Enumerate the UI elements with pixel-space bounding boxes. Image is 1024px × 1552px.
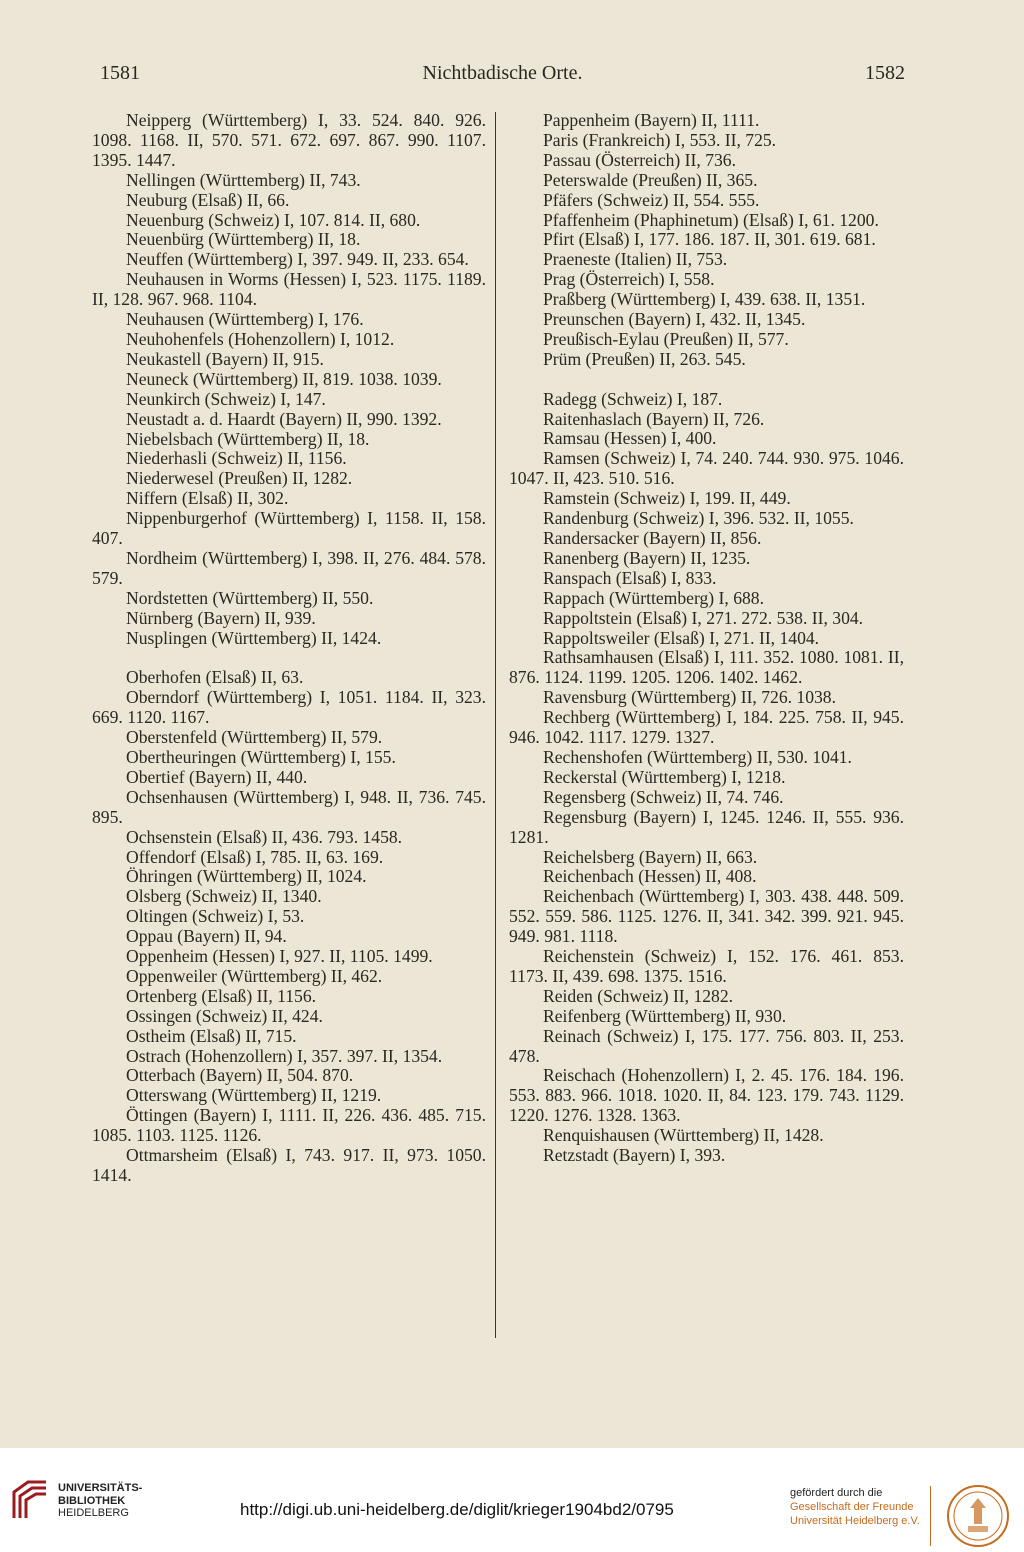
index-entry: Passau (Österreich) II, 736. — [543, 149, 736, 170]
index-entry: Rechberg (Württemberg) I, 184. 225. 758. II, 945. 946. 1042. 1117. 1279. 1327. — [509, 707, 904, 748]
index-entry: Reiden (Schweiz) II, 1282. — [543, 985, 734, 1006]
index-entry: Niebelsbach (Württemberg) II, 18. — [126, 428, 370, 449]
index-entry: Praßberg (Württemberg) I, 439. 638. II, 1351. — [543, 289, 866, 310]
index-entry: Reckerstal (Württemberg) I, 1218. — [543, 766, 786, 787]
index-entry: Reichenbach (Württemberg) I, 303. 438. 448. 509. 552. 559. 586. 1125. 1276. II, 341. 342. 399. 921. 945. 949. 981. 1118. — [509, 886, 904, 947]
index-entry: Öttingen (Bayern) I, 1111. II, 226. 436. 485. 715. 1085. 1103. 1125. 1126. — [92, 1105, 486, 1146]
page-number-left: 1581 — [100, 62, 140, 84]
index-entry: Prag (Österreich) I, 558. — [543, 269, 715, 290]
index-entry: Ranspach (Elsaß) I, 833. — [543, 567, 717, 588]
index-entry: Neukastell (Bayern) II, 915. — [126, 348, 324, 369]
index-entry: Neuburg (Elsaß) II, 66. — [126, 189, 290, 210]
index-entry: Pfirt (Elsaß) I, 177. 186. 187. II, 301. 619. 681. — [543, 229, 876, 250]
page-title: Nichtbadische Orte. — [422, 62, 583, 84]
library-logo-icon — [8, 1478, 52, 1522]
index-entry: Ravensburg (Württemberg) II, 726. 1038. — [543, 687, 837, 708]
index-entry: Nürnberg (Bayern) II, 939. — [126, 607, 316, 628]
index-entry: Reichenbach (Hessen) II, 408. — [543, 866, 757, 887]
index-entry: Regensberg (Schweiz) II, 74. 746. — [543, 786, 784, 807]
page-number-right: 1582 — [865, 62, 905, 84]
index-entry: Reichelsberg (Bayern) II, 663. — [543, 846, 758, 867]
index-entry: Otterbach (Bayern) II, 504. 870. — [126, 1065, 354, 1086]
index-entry: Niederhasli (Schweiz) II, 1156. — [126, 448, 347, 469]
sponsor-divider — [930, 1486, 931, 1546]
index-entry: Randenburg (Schweiz) I, 396. 532. II, 1055. — [543, 508, 854, 529]
index-entry: Radegg (Schweiz) I, 187. — [543, 388, 723, 409]
index-entry: Nordheim (Württemberg) I, 398. II, 276. 484. 578. 579. — [92, 547, 486, 588]
index-entry: Reischach (Hohenzollern) I, 2. 45. 176. 184. 196. 553. 883. 966. 1018. 1020. II, 84. 123. 179. 743. 1129. 1220. 1276. 1328. 1363. — [509, 1065, 904, 1126]
library-name: UNIVERSITÄTS- BIBLIOTHEK HEIDELBERG — [58, 1482, 143, 1519]
index-entry: Rappach (Württemberg) I, 688. — [543, 587, 764, 608]
index-entry: Neuenburg (Schweiz) I, 107. 814. II, 680. — [126, 209, 421, 230]
index-entry: Oberstenfeld (Württemberg) II, 579. — [126, 727, 383, 748]
index-entry: Neuneck (Württemberg) II, 819. 1038. 1039. — [126, 368, 442, 389]
index-entry: Paris (Frankreich) I, 553. II, 725. — [543, 129, 777, 150]
index-entry: Reifenberg (Württemberg) II, 930. — [543, 1005, 787, 1026]
index-entry: Neipperg (Württemberg) I, 33. 524. 840. 926. 1098. 1168. II, 570. 571. 672. 697. 867. 990. 1107. 1395. 1447. — [92, 110, 486, 170]
index-column-left — [92, 111, 486, 1186]
page-header — [100, 62, 905, 88]
index-entry: Ossingen (Schweiz) II, 424. — [126, 1005, 323, 1026]
index-entry: Pfaffenheim (Phaphinetum) (Elsaß) I, 61. 1200. — [543, 209, 879, 230]
index-entry: Neuhohenfels (Hohenzollern) I, 1012. — [126, 328, 395, 349]
index-entry: Ortenberg (Elsaß) II, 1156. — [126, 985, 317, 1006]
index-entry: Oppenweiler (Württemberg) II, 462. — [126, 965, 383, 986]
index-entry: Neustadt a. d. Haardt (Bayern) II, 990. 1392. — [126, 408, 442, 429]
index-entry: Niederwesel (Preußen) II, 1282. — [126, 468, 353, 489]
section-gap — [92, 648, 486, 668]
index-entry: Offendorf (Elsaß) I, 785. II, 63. 169. — [126, 846, 384, 867]
source-url-link[interactable]: http://digi.ub.uni-heidelberg.de/diglit/krieger1904bd2/0795 — [240, 1500, 674, 1519]
index-entry: Ottmarsheim (Elsaß) I, 743. 917. II, 973. 1050. 1414. — [92, 1145, 486, 1186]
column-divider — [495, 112, 496, 1338]
index-entry: Reinach (Schweiz) I, 175. 177. 756. 803. II, 253. 478. — [509, 1025, 904, 1066]
index-entry: Neuffen (Württemberg) I, 397. 949. II, 233. 654. — [126, 249, 469, 270]
index-entry: Rappoltsweiler (Elsaß) I, 271. II, 1404. — [543, 627, 820, 648]
index-entry: Pappenheim (Bayern) II, 1111. — [543, 110, 760, 130]
index-entry: Nellingen (Württemberg) II, 743. — [126, 169, 361, 190]
index-entry: Rappoltstein (Elsaß) I, 271. 272. 538. II, 304. — [543, 607, 864, 628]
index-entry: Renquishausen (Württemberg) II, 1428. — [543, 1125, 824, 1146]
index-entry: Nusplingen (Württemberg) II, 1424. — [126, 627, 382, 648]
index-entry: Ochsenstein (Elsaß) II, 436. 793. 1458. — [126, 826, 403, 847]
index-entry: Oppenheim (Hessen) I, 927. II, 1105. 1499. — [126, 946, 433, 967]
index-entry: Raitenhaslach (Bayern) II, 726. — [543, 408, 765, 429]
index-entry: Obertief (Bayern) II, 440. — [126, 766, 308, 787]
index-entry: Ochsenhausen (Württemberg) I, 948. II, 736. 745. 895. — [92, 786, 486, 827]
index-entry: Ostrach (Hohenzollern) I, 357. 397. II, 1354. — [126, 1045, 443, 1066]
index-entry: Nordstetten (Württemberg) II, 550. — [126, 587, 374, 608]
index-entry: Praeneste (Italien) II, 753. — [543, 249, 728, 270]
index-entry: Rechenshofen (Württemberg) II, 530. 1041. — [543, 746, 852, 767]
index-entry: Neuenbürg (Württemberg) II, 18. — [126, 229, 361, 250]
index-entry: Obertheuringen (Württemberg) I, 155. — [126, 746, 396, 767]
index-entry: Ramsau (Hessen) I, 400. — [543, 428, 717, 449]
index-entry: Ramsen (Schweiz) I, 74. 240. 744. 930. 975. 1046. 1047. II, 423. 510. 516. — [509, 448, 904, 489]
index-entry: Ostheim (Elsaß) II, 715. — [126, 1025, 297, 1046]
index-entry: Retzstadt (Bayern) I, 393. — [543, 1145, 726, 1166]
index-entry: Peterswalde (Preußen) II, 365. — [543, 169, 758, 190]
index-entry: Randersacker (Bayern) II, 856. — [543, 528, 762, 549]
index-entry: Preunschen (Bayern) I, 432. II, 1345. — [543, 309, 806, 330]
index-entry: Olsberg (Schweiz) II, 1340. — [126, 886, 322, 907]
index-entry: Regensburg (Bayern) I, 1245. 1246. II, 555. 936. 1281. — [509, 806, 904, 847]
index-entry: Preußisch-Eylau (Preußen) II, 577. — [543, 328, 789, 349]
index-column-right — [509, 111, 904, 1166]
sponsor-text: gefördert durch die Gesellschaft der Freunde Universität Heidelberg e.V. — [790, 1487, 920, 1527]
index-entry: Niffern (Elsaß) II, 302. — [126, 488, 289, 509]
index-entry: Pfäfers (Schweiz) II, 554. 555. — [543, 189, 760, 210]
university-seal-icon — [946, 1484, 1010, 1548]
index-entry: Otterswang (Württemberg) II, 1219. — [126, 1085, 382, 1106]
index-entry: Ranenberg (Bayern) II, 1235. — [543, 547, 751, 568]
index-entry: Neuhausen (Württemberg) I, 176. — [126, 309, 364, 330]
index-entry: Oppau (Bayern) II, 94. — [126, 926, 287, 947]
index-entry: Oltingen (Schweiz) I, 53. — [126, 906, 305, 927]
index-entry: Oberndorf (Württemberg) I, 1051. 1184. II, 323. 669. 1120. 1167. — [92, 687, 486, 728]
digitization-footer — [0, 1448, 1024, 1552]
index-entry: Oberhofen (Elsaß) II, 63. — [126, 667, 304, 688]
index-entry: Ramstein (Schweiz) I, 199. II, 449. — [543, 488, 791, 509]
index-entry: Reichenstein (Schweiz) I, 152. 176. 461. 853. 1173. II, 439. 698. 1375. 1516. — [509, 946, 904, 986]
index-entry: Neunkirch (Schweiz) I, 147. — [126, 388, 326, 409]
index-entry: Rathsamhausen (Elsaß) I, 111. 352. 1080. 1081. II, 876. 1124. 1199. 1205. 1206. 1402. 1462. — [509, 647, 904, 688]
section-gap — [509, 370, 904, 390]
index-entry: Öhringen (Württemberg) II, 1024. — [126, 866, 367, 887]
index-entry: Neuhausen in Worms (Hessen) I, 523. 1175. 1189. II, 128. 967. 968. 1104. — [92, 269, 486, 310]
index-entry: Prüm (Preußen) II, 263. 545. — [543, 348, 746, 369]
index-entry: Nippenburgerhof (Württemberg) I, 1158. II, 158. 407. — [92, 508, 486, 549]
